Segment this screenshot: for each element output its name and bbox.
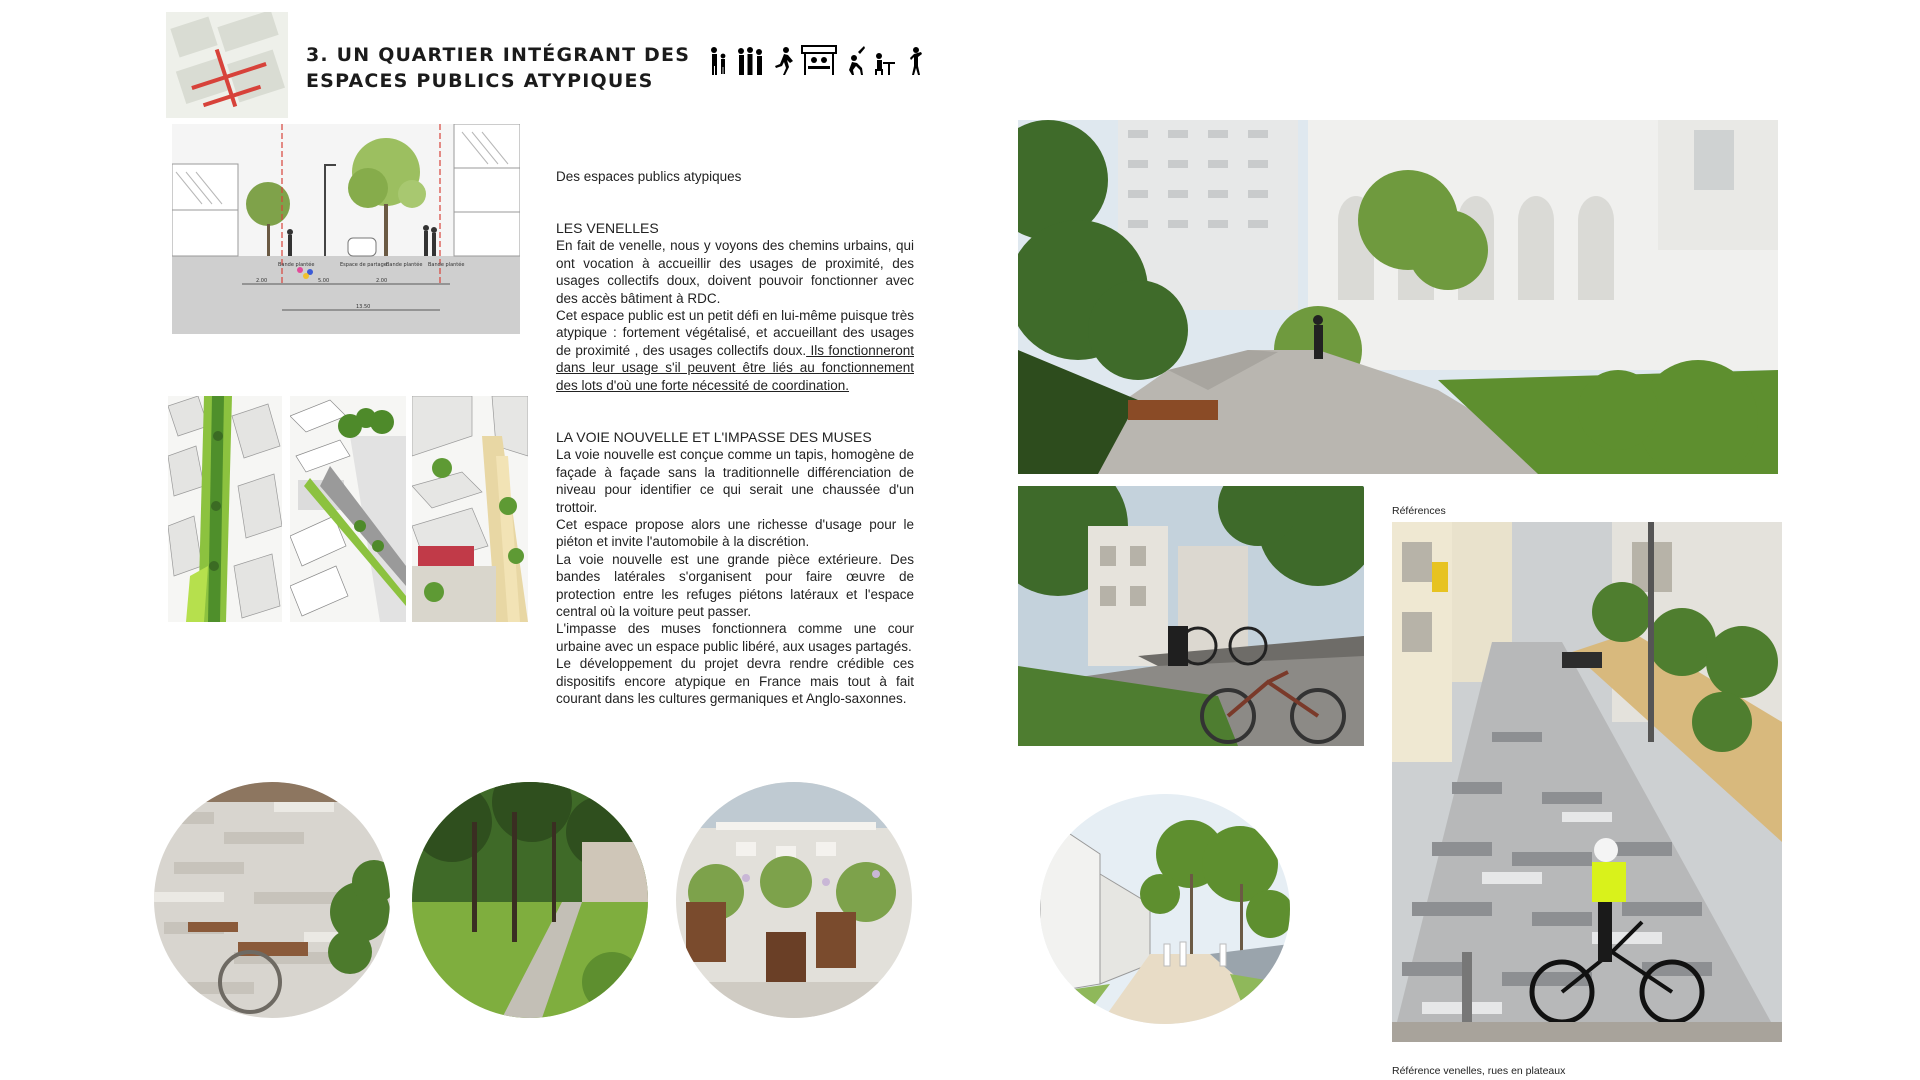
references-caption: Référence venelles, rues en plateaux [1392, 1065, 1566, 1077]
axonometric-view-1 [168, 396, 282, 622]
title-line-1: 3. UN QUARTIER INTÉGRANT DES [306, 44, 691, 66]
axonometric-view-3 [412, 396, 528, 622]
voie-paragraph-1: La voie nouvelle est conçue comme un tapis, homogène de façade à façade sans la traditionnelle différenciation de niveau pour identifier ce qui serait une chaussée d'un trottoir. [556, 447, 914, 515]
circle-rendering-voie-nouvelle [1040, 794, 1290, 1024]
venelle-street-drawing [1018, 120, 1778, 474]
terrace-icon [872, 44, 898, 76]
bicycle-street-drawing [1018, 486, 1364, 746]
usage-pictograms [708, 40, 938, 76]
venelles-paragraph-2-text: Cet espace public est un petit défi en lui-même puisque très atypique : fortement végétalisé, et accueillant des usages de proximité , des usages collectifs doux. [556, 308, 914, 358]
jogger-icon [772, 44, 794, 76]
intro-text [556, 168, 914, 185]
photo-venelle-street [1018, 120, 1778, 474]
section-drawing [172, 124, 520, 334]
market-stall-icon [800, 44, 838, 76]
section-dim-2: 5.00 [318, 278, 330, 284]
gardener-icon [844, 44, 866, 76]
reference-plateau-drawing [1392, 522, 1782, 1042]
voie-paragraph-2: Cet espace propose alors une richesse d'usage pour le piéton et invite l'automobile à la discrétion. [556, 517, 914, 550]
circle-photo-benches [676, 782, 912, 1018]
photo-reference-plateau [1392, 522, 1782, 1042]
section-dim-1: 2.00 [256, 278, 268, 284]
axonometric-drawing-3 [412, 396, 528, 622]
voie-paragraph-3: La voie nouvelle est une grande pièce extérieure. Des bandes latérales s'organisent pour faire œuvre de protection entre les refuges piétons latéraux et l'espace central où la voiture peut passer. [556, 551, 914, 620]
axonometric-drawing-2 [290, 396, 406, 622]
section-dim-total: 13.50 [356, 304, 371, 310]
venelles-paragraph-1: En fait de venelle, nous y voyons des chemins urbains, qui ont vocation à accueillir des usages de proximité, des usages collectifs doux, doivent pouvoir fonctionner avec des accès bâtiment à RDC. [556, 238, 914, 306]
benches-drawing [676, 782, 912, 1018]
family-icon [708, 44, 730, 76]
page-title [306, 42, 726, 94]
section-dim-3: 2.00 [376, 278, 388, 284]
alley-drawing [412, 782, 648, 1018]
venelles-block [556, 220, 914, 394]
venelles-paragraph-2 [556, 307, 914, 394]
child-icon [904, 44, 926, 76]
venelles-heading: LES VENELLES [556, 220, 659, 236]
circle-photo-alley [412, 782, 648, 1018]
voie-paragraph-4: L'impasse des muses fonctionnera comme une cour urbaine avec un espace public libéré, aux usages partagés. [556, 621, 914, 654]
voie-block [556, 429, 914, 708]
section-label-planted-2: Bande plantée [386, 262, 423, 268]
circle-photo-plaza [154, 782, 390, 1018]
venelles-paragraph-2-underlined: Ils fonctionneront dans leur usage s'il peuvent être liés au fonctionnement des lots d'où une forte nécessité de coordination. [556, 342, 914, 393]
voie-paragraph-5: Le développement du projet devra rendre crédible ces dispositifs encore atypique en France mais tout à fait courant dans les cultures germaniques et Anglo-saxonnes. [556, 656, 914, 707]
section-label-planted-1: Bande plantée [278, 262, 315, 268]
references-label: Références [1392, 505, 1446, 517]
intro-heading: Des espaces publics atypiques [556, 169, 742, 184]
voie-nouvelle-rendering [1040, 794, 1290, 1024]
group-icon [736, 44, 766, 76]
axonometric-drawing-1 [168, 396, 282, 622]
voie-heading: LA VOIE NOUVELLE ET L'IMPASSE DES MUSES [556, 429, 872, 445]
site-plan-thumbnail [166, 12, 288, 118]
title-line-2: ESPACES PUBLICS ATYPIQUES [306, 70, 654, 92]
axonometric-view-2 [290, 396, 406, 622]
section-label-planted-3: Bande plantée [428, 262, 465, 268]
street-section-diagram [172, 124, 520, 334]
plaza-drawing [154, 782, 390, 1018]
section-label-shared-space: Espace de partage [340, 262, 387, 268]
photo-bicycle-street [1018, 486, 1364, 746]
